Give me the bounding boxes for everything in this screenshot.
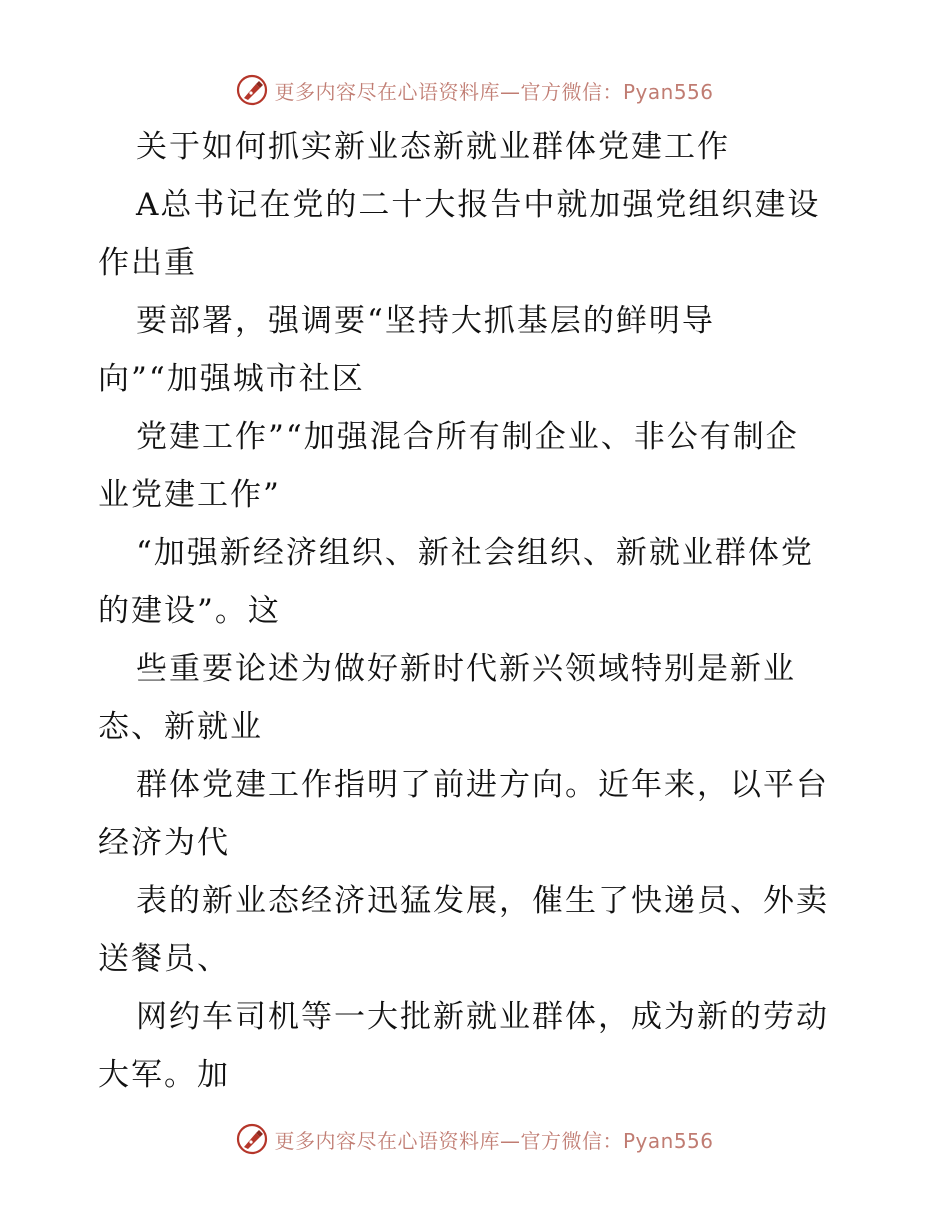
text-line: 要部署，强调要“坚持大抓基层的鲜明导 [136,303,715,339]
text-line: 业党建工作” [98,477,281,513]
text-line: 作出重 [98,245,197,281]
text-line: 表的新业态经济迅猛发展，催生了快递员、外卖 [136,883,829,919]
text-line: 党建工作”“加强混合所有制企业、非公有制企 [136,419,799,455]
text-line: 大军。加 [98,1057,230,1093]
header-banner [0,70,950,110]
pen-nib-logo-icon [236,1123,268,1155]
banner-label: 更多内容尽在心语资料库—官方微信： [274,79,623,104]
banner-label: 更多内容尽在心语资料库—官方微信： [274,1128,623,1153]
banner-text [274,76,713,105]
text-line: 群体党建工作指明了前进方向。近年来，以平台 [136,767,829,803]
text-line: 经济为代 [98,825,230,861]
banner-text [274,1125,713,1154]
document-title: 关于如何抓实新业态新就业群体党建工作 [136,129,730,165]
text-line: 送餐员、 [98,941,230,977]
text-line: 向”“加强城市社区 [98,361,365,397]
text-line: 些重要论述为做好新时代新兴领域特别是新业 [136,651,796,687]
pen-nib-logo-icon [236,74,268,106]
wechat-id: Pyan556 [622,1128,714,1153]
text-line: A总书记在党的二十大报告中就加强党组织建设 [136,187,821,223]
text-line: “加强新经济组织、新社会组织、新就业群体党 [136,535,814,571]
text-line: 网约车司机等一大批新就业群体，成为新的劳动 [136,999,829,1035]
document-body [98,118,858,1104]
wechat-id: Pyan556 [622,79,714,104]
text-line: 态、新就业 [98,709,263,745]
text-line: 的建设”。这 [98,593,281,629]
footer-banner [0,1119,950,1159]
